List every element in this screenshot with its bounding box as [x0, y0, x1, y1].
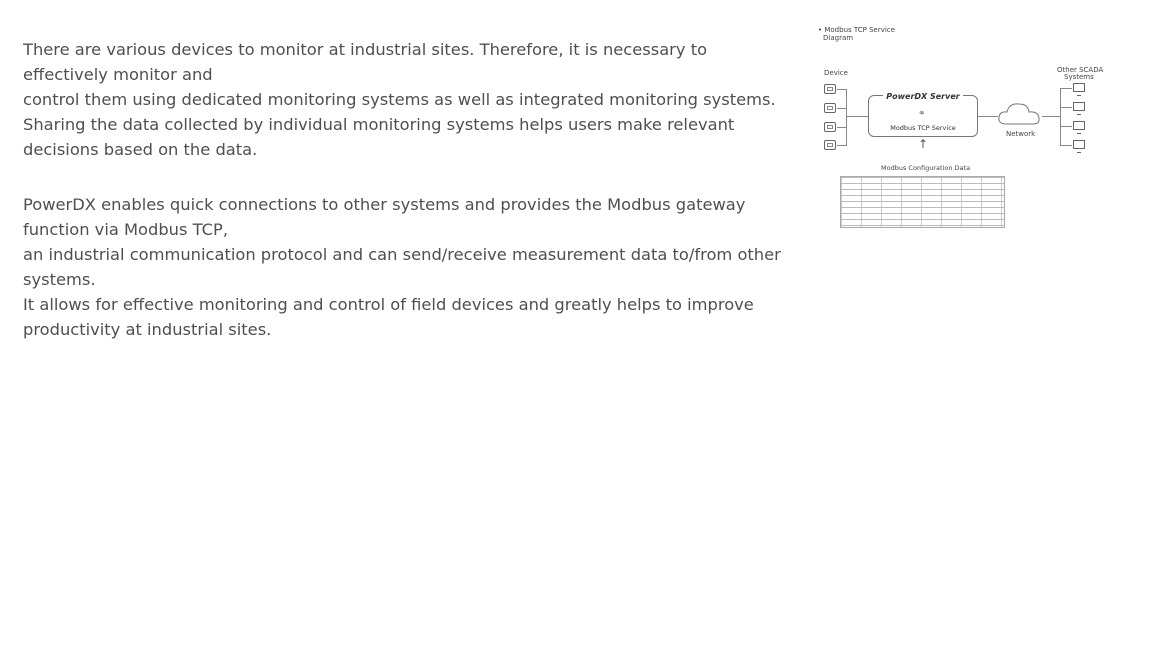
monitor-icon — [1073, 102, 1085, 111]
connector — [1060, 107, 1072, 108]
server-title: PowerDX Server — [883, 92, 963, 101]
paragraph-line: function via Modbus TCP, — [23, 220, 229, 239]
paragraph-line: an industrial communication protocol and can send/receive measurement data to/from other — [23, 245, 781, 264]
connector — [837, 145, 846, 146]
paragraph-line: control them using dedicated monitoring systems as well as integrated monitoring systems. — [23, 90, 776, 109]
connector — [1042, 116, 1060, 117]
link-icon: ⚭ — [918, 109, 926, 119]
diagram-caption: • Modbus TCP Service — [818, 26, 895, 34]
monitor-icon — [1073, 83, 1085, 92]
connector — [1060, 88, 1072, 89]
paragraph-line: PowerDX enables quick connections to other systems and provides the Modbus gateway — [23, 195, 746, 214]
connector — [1060, 126, 1072, 127]
diagram-caption-2: Diagram — [823, 34, 854, 42]
connector — [837, 108, 846, 109]
paragraph-line: productivity at industrial sites. — [23, 320, 272, 339]
connector — [837, 127, 846, 128]
paragraph-line: It allows for effective monitoring and control of field devices and greatly helps to improve — [23, 295, 754, 314]
connector — [978, 116, 998, 117]
device-icon — [824, 103, 836, 113]
arrow-up-icon: ↑ — [918, 137, 929, 151]
paragraph-line: systems. — [23, 270, 96, 289]
scada-label-2: Systems — [1064, 73, 1094, 81]
scada-label: Other SCADA — [1057, 66, 1104, 74]
device-icon — [824, 122, 836, 132]
connector — [846, 116, 868, 117]
description-text — [23, 37, 781, 372]
connector — [837, 89, 846, 90]
modbus-diagram — [810, 20, 1110, 240]
connector — [846, 89, 847, 146]
paragraph-line: Sharing the data collected by individual monitoring systems helps users make relevant — [23, 115, 735, 134]
paragraph-line: There are various devices to monitor at industrial sites. Therefore, it is necessary to — [23, 40, 708, 59]
device-icon — [824, 84, 836, 94]
monitor-icon — [1073, 140, 1085, 149]
connector — [1060, 88, 1061, 145]
paragraph-line: effectively monitor and — [23, 65, 213, 84]
server-subtitle: Modbus TCP Service — [890, 124, 956, 132]
device-label: Device — [824, 69, 848, 77]
config-table-image — [840, 176, 1005, 228]
paragraph-1 — [23, 37, 776, 162]
network-label: Network — [1006, 130, 1036, 138]
connector — [1060, 145, 1072, 146]
config-label: Modbus Configuration Data — [881, 164, 971, 172]
paragraph-line: decisions based on the data. — [23, 140, 258, 159]
device-icon — [824, 140, 836, 150]
monitor-icon — [1073, 121, 1085, 130]
cloud-icon — [996, 98, 1044, 130]
paragraph-2 — [23, 192, 781, 342]
